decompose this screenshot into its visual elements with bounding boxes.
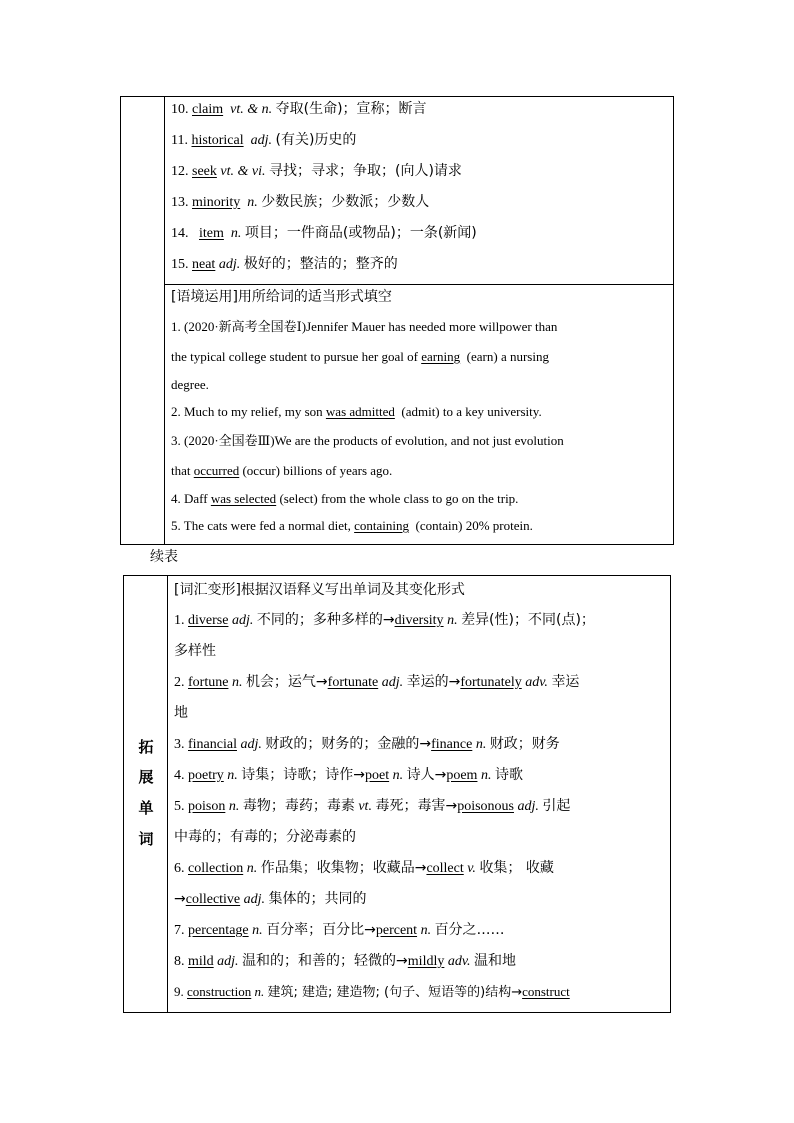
exercise-1-line-2: the typical college student to pursue her goal of earning (earn) a nursing (171, 349, 549, 364)
section-title-context: [语境运用]用所给词的适当形式填空 (171, 289, 392, 305)
side-label-char-4: 词 (138, 830, 154, 848)
derivation-item-6: 6. collection n. 作品集；收集物；收藏品→collect v. 收集； 收藏 (174, 860, 554, 876)
derivation-item-2: 2. fortune n. 机会；运气→fortunate adj. 幸运的→fortunately adv. 幸运 (174, 674, 580, 690)
exercise-2: 2. Much to my relief, my son was admitted (admit) to a key university. (171, 404, 542, 419)
word-item-15: 15. neat adj. 极好的；整洁的；整齐的 (171, 256, 398, 272)
word-item-14: 14. item n. 项目；一件商品(或物品)；一条(新闻) (171, 225, 477, 241)
exercise-3-line-1: 3. (2020·全国卷Ⅲ)We are the products of evolution, and not just evolution (171, 433, 564, 448)
continued-label: 续表 (150, 549, 178, 565)
table1-row-divider (165, 284, 673, 285)
exercise-1-line-1: 1. (2020·新高考全国卷Ⅰ)Jennifer Mauer has needed more willpower than (171, 319, 558, 334)
word-item-10: 10. claim vt. & n. 夺取(生命)；宣称；断言 (171, 101, 427, 117)
table1-left-column (121, 97, 165, 544)
derivation-item-1: 1. diverse adj. 不同的；多种多样的→diversity n. 差异(性)；不同(点)； (174, 612, 595, 628)
derivation-item-5-cont: 中毒的；有毒的；分泌毒素的 (174, 829, 356, 845)
word-item-11: 11. historical adj. (有关)历史的 (171, 132, 357, 148)
derivation-item-3: 3. financial adj. 财政的；财务的；金融的→finance n. 财政；财务 (174, 736, 560, 752)
exercise-3-line-2: that occurred (occur) billions of years ago. (171, 463, 393, 478)
table2-left-column (124, 576, 168, 1012)
section-title-derivation: [词汇变形]根据汉语释义写出单词及其变化形式 (174, 582, 465, 598)
side-label-char-3: 单 (138, 799, 154, 817)
side-label-char-1: 拓 (138, 738, 154, 756)
derivation-item-7: 7. percentage n. 百分率；百分比→percent n. 百分之…… (174, 922, 505, 938)
exercise-1-line-3: degree. (171, 377, 209, 392)
word-item-12: 12. seek vt. & vi. 寻找；寻求；争取；(向人)请求 (171, 163, 462, 179)
derivation-item-4: 4. poetry n. 诗集；诗歌；诗作→poet n. 诗人→poem n. 诗歌 (174, 767, 523, 783)
vocabulary-table-2 (123, 575, 671, 1013)
derivation-item-6-cont: →collective adj. 集体的；共同的 (174, 891, 367, 907)
derivation-item-2-cont: 地 (174, 705, 188, 721)
derivation-item-1-cont: 多样性 (174, 643, 216, 659)
derivation-item-5: 5. poison n. 毒物；毒药；毒素 vt. 毒死；毒害→poisonous adj. 引起 (174, 798, 571, 814)
side-label-char-2: 展 (138, 768, 154, 786)
exercise-5: 5. The cats were fed a normal diet, containing (contain) 20% protein. (171, 518, 533, 533)
word-item-13: 13. minority n. 少数民族；少数派；少数人 (171, 194, 430, 210)
exercise-4: 4. Daff was selected (select) from the whole class to go on the trip. (171, 491, 519, 506)
derivation-item-8: 8. mild adj. 温和的；和善的；轻微的→mildly adv. 温和地 (174, 953, 517, 969)
derivation-item-9: 9. construction n. 建筑; 建造; 建造物; (句子、短语等的)结构→construct (174, 984, 570, 1000)
vocabulary-table-1 (120, 96, 674, 545)
